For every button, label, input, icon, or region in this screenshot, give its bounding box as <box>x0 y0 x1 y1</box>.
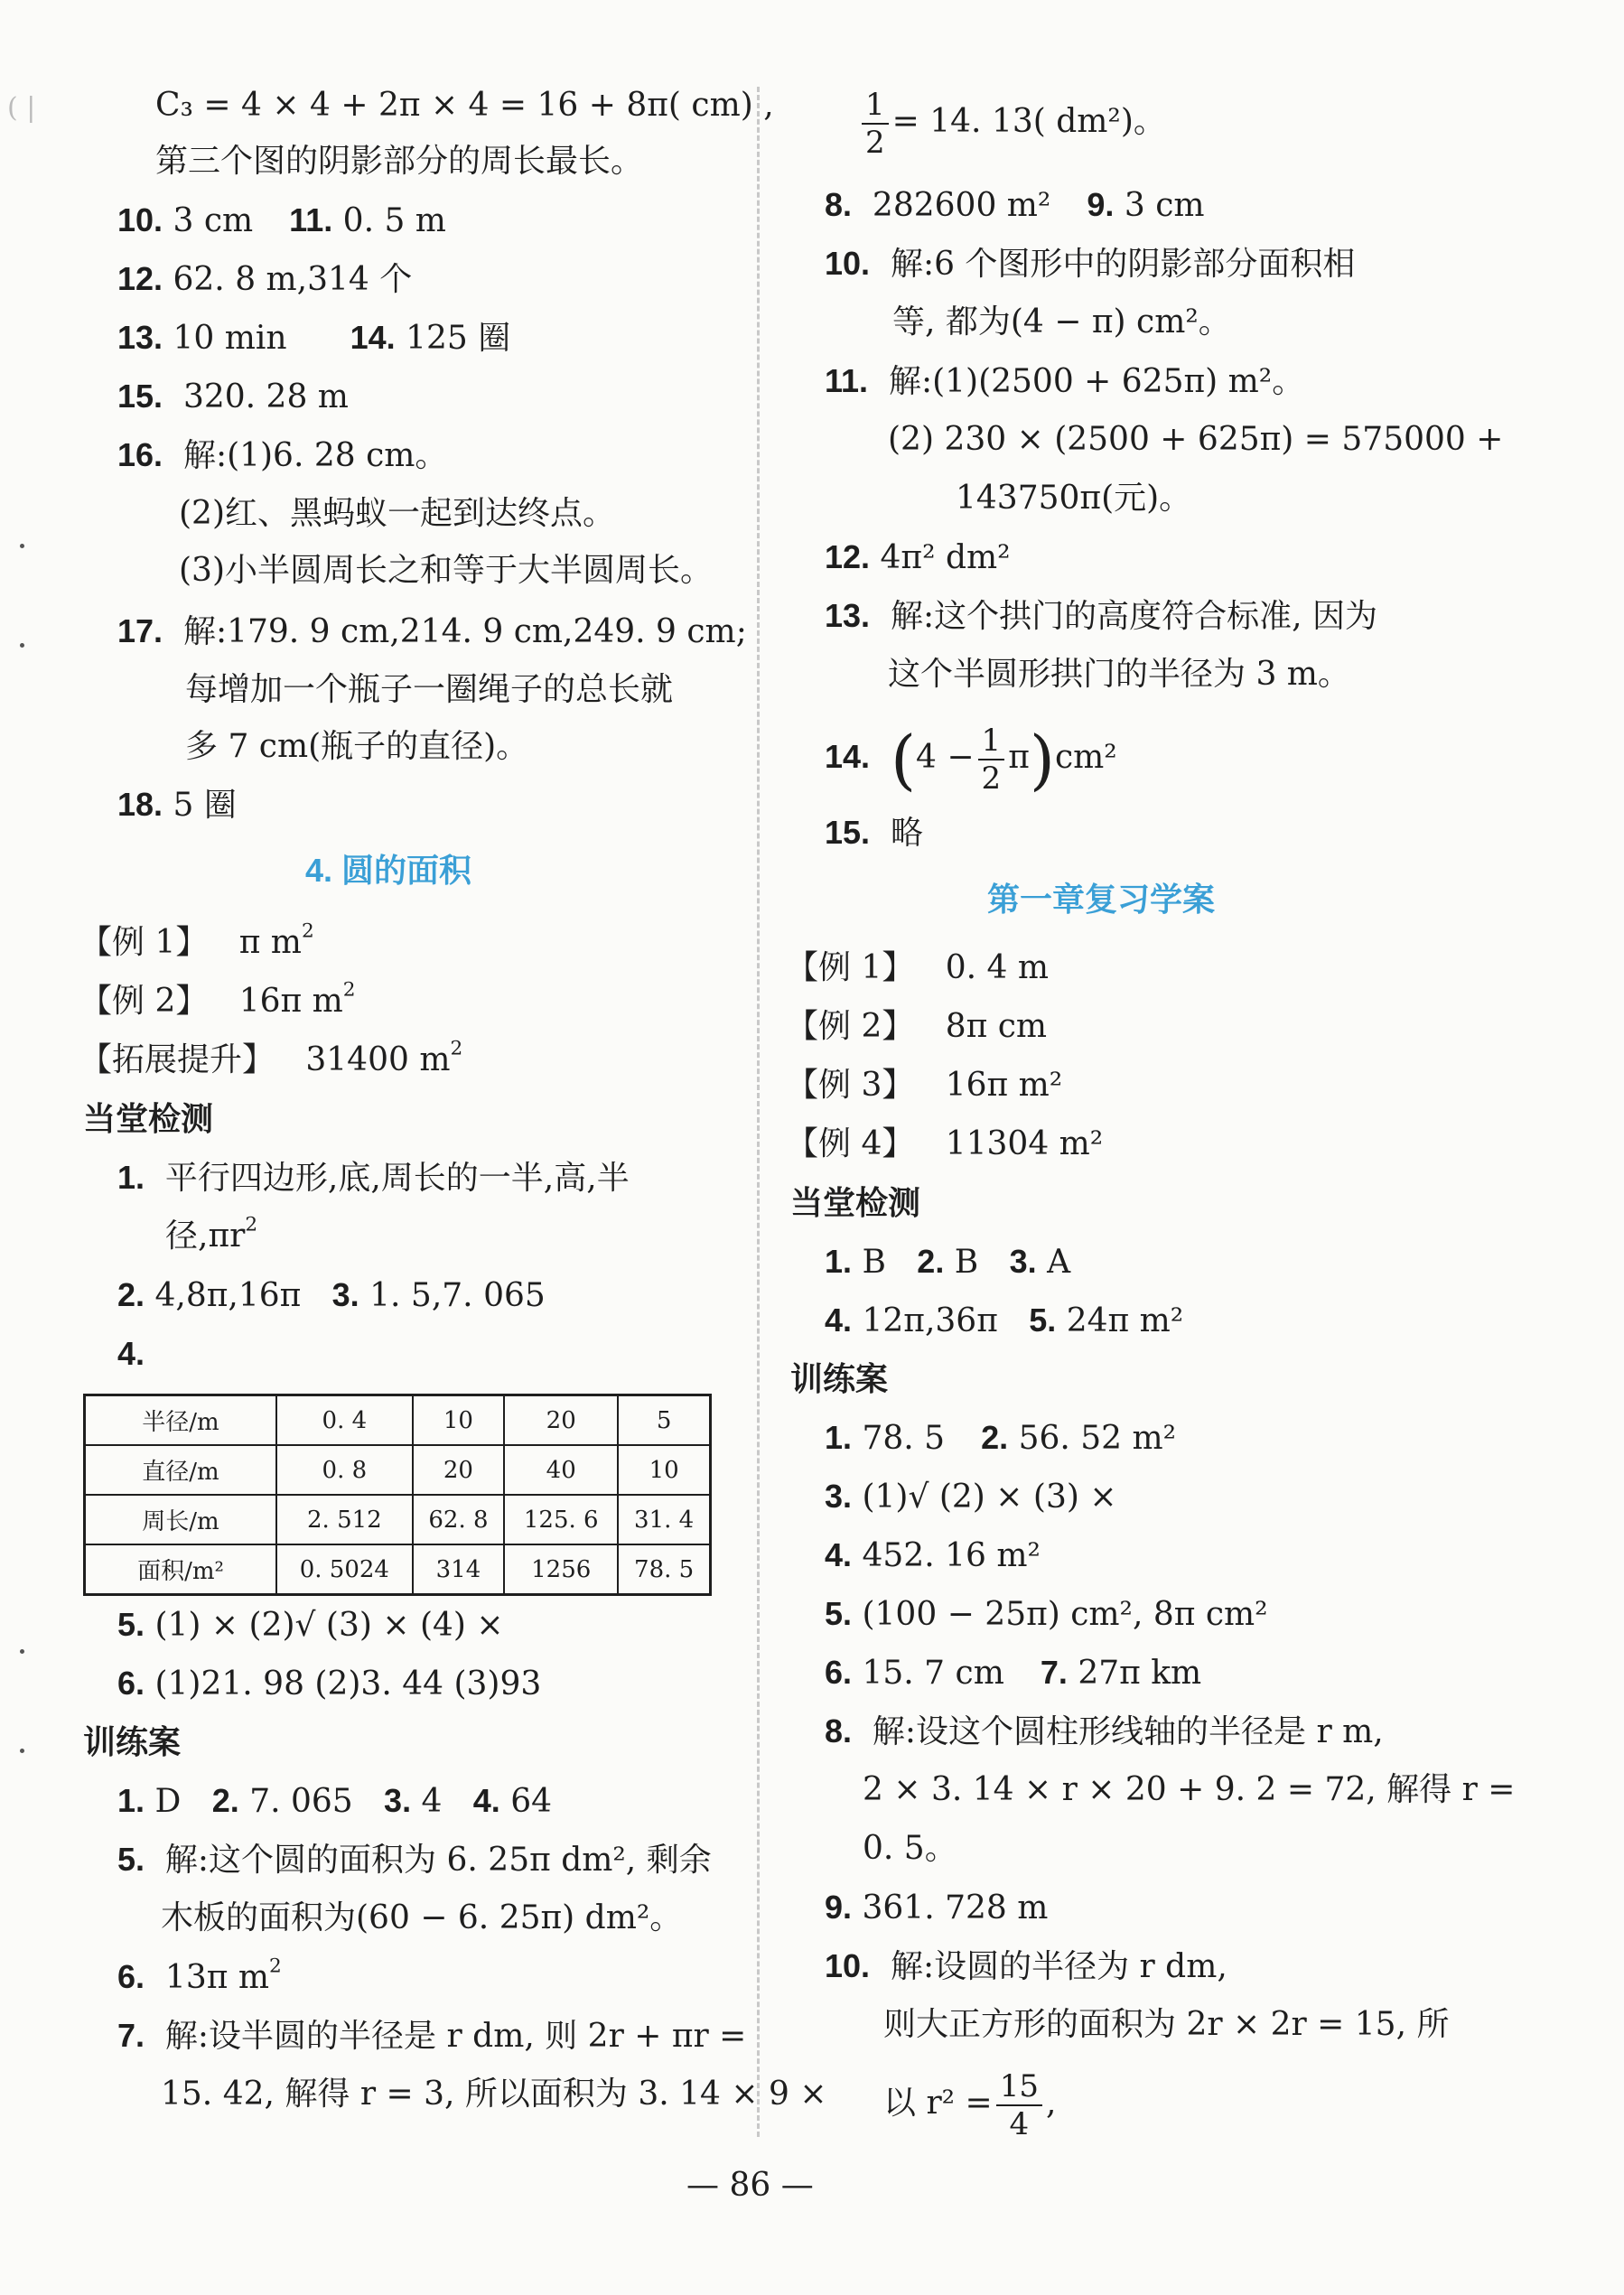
fraction: $\frac{1}{2}$ <box>978 723 1005 797</box>
review-training-4: 4. 452. 16 m² <box>825 1536 1041 1574</box>
review-example-3: 【例 3】 16π m² <box>786 1067 1063 1104</box>
review-training-10-2: 则大正方形的面积为 2r × 2r = 15, 所 <box>883 2006 1450 2043</box>
section-title-circle-area: 4. 圆的面积 <box>305 852 472 889</box>
answer-12: 12. 62. 8 m,314 个 <box>117 260 413 298</box>
answer-16: 16. 解:(1)6. 28 cm。 <box>117 436 448 474</box>
answer-11-right: 11. 解:(1)(2500 + 625π) m²。 <box>825 362 1305 400</box>
margin-mark: ( | <box>7 92 36 124</box>
answer-17: 17. 解:179. 9 cm,214. 9 cm,249. 9 cm; <box>117 612 747 650</box>
answer-13-14: 13. 10 min 14. 125 圈 <box>117 319 511 357</box>
table-cell: 40 <box>504 1445 618 1495</box>
check-2-3: 2. 4,8π,16π 3. 1. 5,7. 065 <box>117 1276 546 1314</box>
training-1-4: 1. D 2. 7. 065 3. 4 4. 64 <box>117 1782 553 1820</box>
column-divider <box>757 87 760 2137</box>
check-5: 5. (1) × (2)√ (3) × (4) × <box>117 1606 504 1644</box>
review-training-6-7: 6. 15. 7 cm 7. 27π km <box>825 1654 1202 1692</box>
review-training-10-3: 以 r² = $\frac{15}{4}$ , <box>883 2068 1057 2142</box>
table-cell: 面积/m² <box>85 1544 277 1595</box>
heading-training: 训练案 <box>83 1723 182 1760</box>
extension: 【拓展提升】 31400 $m^2$ <box>79 1037 463 1078</box>
table-cell: 0. 5024 <box>276 1544 413 1595</box>
answer-18: 18. 5 圈 <box>117 786 237 824</box>
answer-8-9: 8. 282600 m² 9. 3 cm <box>825 186 1205 224</box>
answer-14-right: 14. (4 − $\frac{1}{2}$ π)cm² <box>825 722 1117 798</box>
fraction: $\frac{1}{2}$ <box>862 87 889 161</box>
table-cell: 半径/m <box>85 1395 277 1446</box>
table-cell: 20 <box>413 1445 504 1495</box>
table-cell: 62. 8 <box>413 1495 504 1544</box>
table-row <box>85 1395 711 1446</box>
training-5: 5. 解:这个圆的面积为 6. 25π dm², 剩余 <box>117 1841 712 1879</box>
margin-dot <box>20 643 24 648</box>
review-example-2: 【例 2】 8π cm <box>786 1008 1048 1045</box>
right-continuation: $\frac{1}{2}$ = 14. 13( dm²)。 <box>858 87 1166 161</box>
answer-line: 第三个图的阴影部分的周长最长。 <box>155 143 644 180</box>
heading-review-training: 训练案 <box>790 1360 889 1397</box>
margin-dot <box>20 544 24 548</box>
table-cell: 0. 4 <box>276 1395 413 1446</box>
answer-15-right: 15. 略 <box>825 814 923 852</box>
heading-review-check: 当堂检测 <box>790 1184 921 1221</box>
answer-13-right-2: 这个半圆形拱门的半径为 3 m。 <box>888 656 1350 693</box>
training-5-2: 木板的面积为(60 − 6. 25π) dm²。 <box>161 1899 683 1936</box>
answer-17-3: 多 7 cm(瓶子的直径)。 <box>185 728 529 765</box>
example-2: 【例 2】 16π $m^2$ <box>79 978 356 1020</box>
table-cell: 直径/m <box>85 1445 277 1495</box>
answer-10-right: 10. 解:6 个图形中的阴影部分面积相 <box>825 245 1356 283</box>
answer-13-right: 13. 解:这个拱门的高度符合标准, 因为 <box>825 597 1377 635</box>
review-training-9: 9. 361. 728 m <box>825 1889 1049 1926</box>
check-1: 1. 平行四边形,底,周长的一半,高,半 <box>117 1159 630 1197</box>
answer-10-11: 10. 3 cm 11. 0. 5 m <box>117 201 446 239</box>
table-cell: 31. 4 <box>618 1495 710 1544</box>
table-row <box>85 1445 711 1495</box>
answer-16-3: (3)小半圆周长之和等于大半圆周长。 <box>179 552 713 589</box>
table-cell: 周长/m <box>85 1495 277 1544</box>
review-training-3: 3. (1)√ (2) × (3) × <box>825 1478 1117 1516</box>
answer-12-right: 12. 4π² dm² <box>825 538 1011 576</box>
review-training-8-3: 0. 5。 <box>863 1830 957 1867</box>
section-title-chapter-review: 第一章复习学案 <box>987 881 1216 918</box>
check-1-2: 径$,\pi r^2$ <box>165 1213 258 1255</box>
margin-dot <box>20 1749 24 1753</box>
review-training-8-2: 2 × 3. 14 × r × 20 + 9. 2 = 72, 解得 r = <box>863 1771 1516 1808</box>
review-example-4: 【例 4】 11304 m² <box>786 1125 1104 1162</box>
answer-10-right-2: 等, 都为(4 − π) cm²。 <box>892 303 1231 341</box>
table-row <box>85 1495 711 1544</box>
table-cell: 20 <box>504 1395 618 1446</box>
answer-16-2: (2)红、黑蚂蚁一起到达终点。 <box>179 495 615 532</box>
table-cell: 2. 512 <box>276 1495 413 1544</box>
formula-c3: C₃ = 4 × 4 + 2π × 4 = 16 + 8π( cm) , <box>155 87 774 124</box>
example-1: 【例 1】 π $m^2$ <box>79 919 314 961</box>
review-training-1-2: 1. 78. 5 2. 56. 52 m² <box>825 1419 1177 1457</box>
answer-15: 15. 320. 28 m <box>117 378 349 415</box>
review-check-1-3: 1. B 2. B 3. A <box>825 1243 1071 1281</box>
table-cell: 78. 5 <box>618 1544 710 1595</box>
page-number: — 86 — <box>686 2167 814 2204</box>
training-7-2: 15. 42, 解得 r = 3, 所以面积为 3. 14 × 9 × <box>161 2076 827 2113</box>
table-cell: 10 <box>413 1395 504 1446</box>
check-6: 6. (1)21. 98 (2)3. 44 (3)93 <box>117 1665 542 1703</box>
fraction: $\frac{15}{4}$ <box>996 2068 1042 2142</box>
answer-11-right-2: (2) 230 × (2500 + 625π) = 575000 + <box>888 421 1504 458</box>
training-7: 7. 解:设半圆的半径是 r dm, 则 2r + πr = <box>117 2017 747 2055</box>
table-cell: 10 <box>618 1445 710 1495</box>
review-training-10: 10. 解:设圆的半径为 r dm, <box>825 1947 1227 1985</box>
review-training-8: 8. 解:设这个圆柱形线轴的半径是 r m, <box>825 1712 1384 1750</box>
table-cell: 314 <box>413 1544 504 1595</box>
review-check-4-5: 4. 12π,36π 5. 24π m² <box>825 1301 1184 1339</box>
table-cell: 5 <box>618 1395 710 1446</box>
margin-dot <box>20 1649 24 1654</box>
heading-in-class-check: 当堂检测 <box>83 1100 214 1137</box>
circle-table <box>83 1394 712 1596</box>
table-row <box>85 1544 711 1595</box>
review-example-1: 【例 1】 0. 4 m <box>786 949 1049 986</box>
table-cell: 0. 8 <box>276 1445 413 1495</box>
review-training-5: 5. (100 − 25π) cm², 8π cm² <box>825 1595 1268 1633</box>
answer-11-right-3: 143750π(元)。 <box>956 480 1192 517</box>
answer-17-2: 每增加一个瓶子一圈绳子的总长就 <box>185 671 674 708</box>
table-cell: 125. 6 <box>504 1495 618 1544</box>
check-4: 4. <box>117 1335 145 1372</box>
training-6: 6. 13π $m^2$ <box>117 1954 282 1996</box>
table-cell: 1256 <box>504 1544 618 1595</box>
